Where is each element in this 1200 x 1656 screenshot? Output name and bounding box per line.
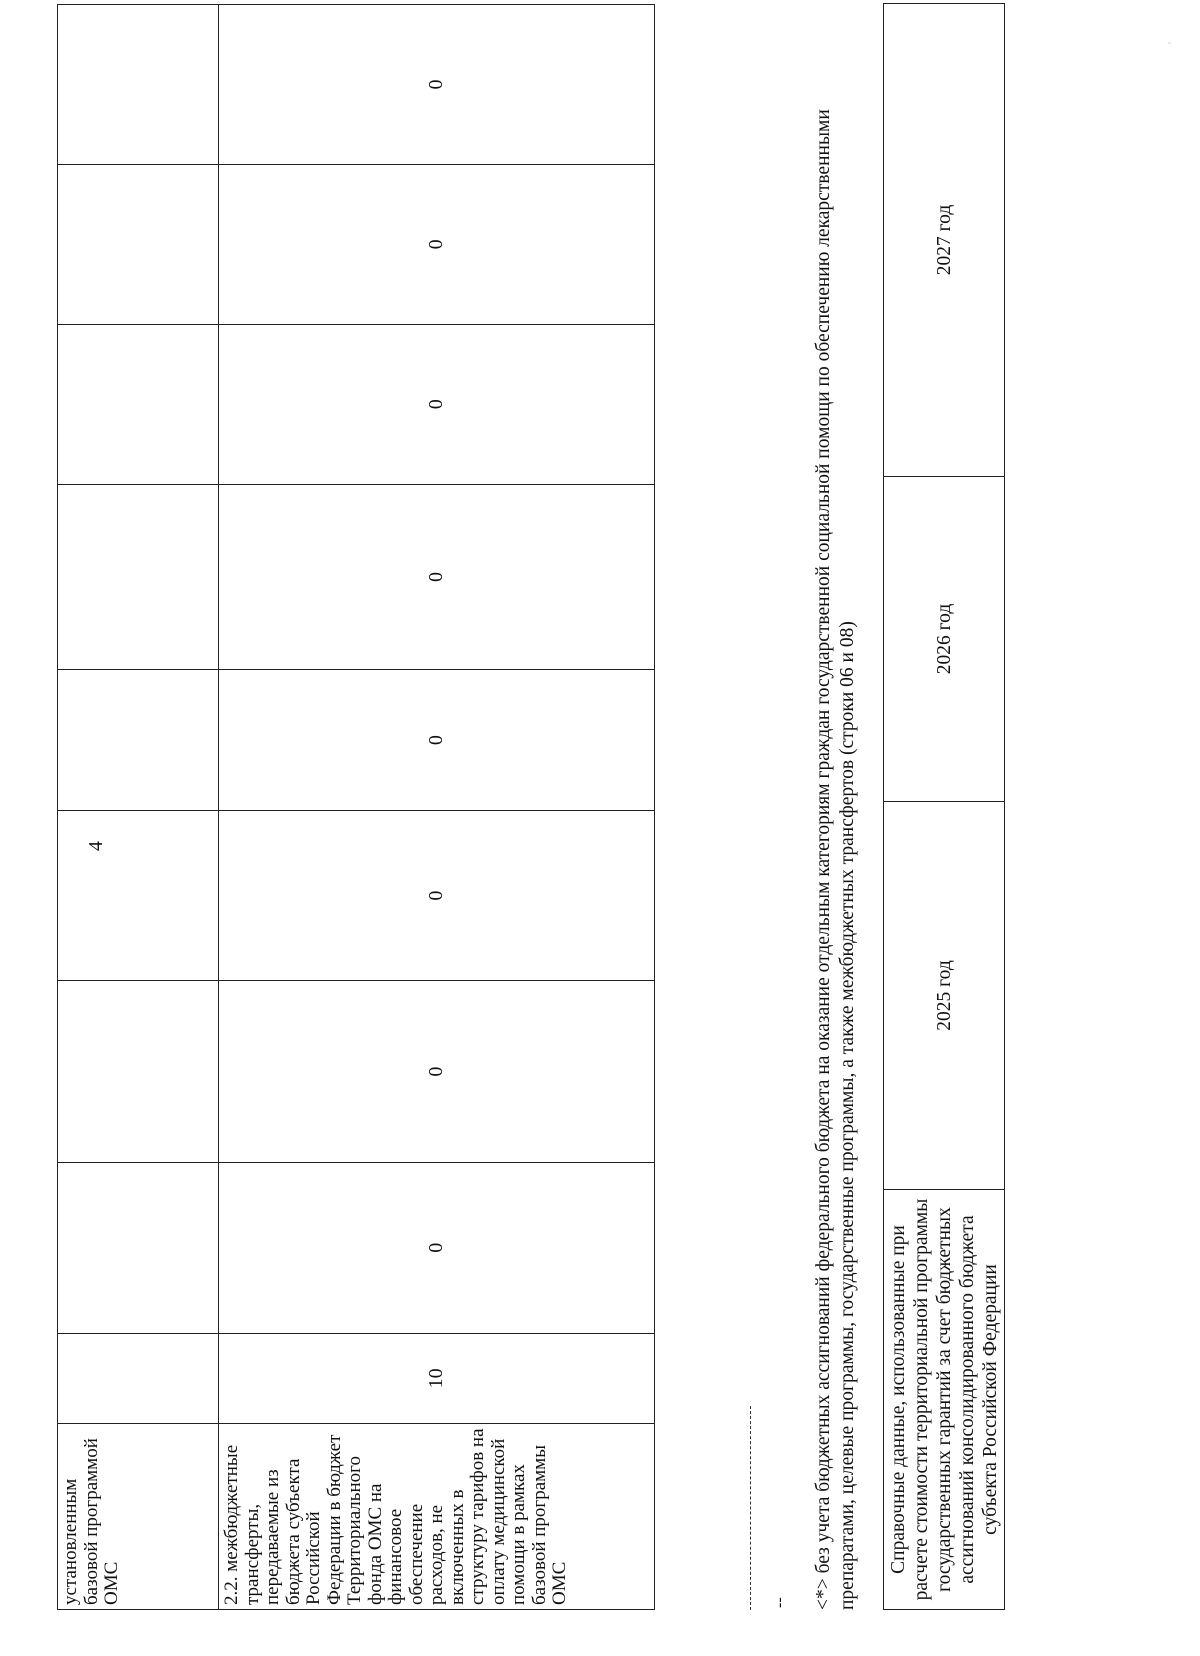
year-2026: 2026 год xyxy=(884,477,1005,802)
table-cell: 0 xyxy=(219,5,655,165)
table-cell: 10 xyxy=(219,1333,655,1424)
table-row xyxy=(58,5,219,1610)
year-2027: 2027 год xyxy=(884,4,1005,477)
table-row xyxy=(219,5,655,1610)
table-cell xyxy=(58,1333,219,1424)
reference-header: Справочные данные, использованные при расчете стоимости территориальной программы государственных гарантий за счет бюджетных ассигнований консолидированного бюджета субъекта Российской Федерации xyxy=(884,1190,1005,1610)
row-label: 2.2. межбюджетные трансферты, передаваемые из бюджета субъекта Российской Федерации в бюджет Территориального фонда ОМС на финансовое обеспечение расходов, не включенных в структуру тарифов на оплату медицинской помощи в рамках базовой программы ОМС xyxy=(219,1424,655,1610)
table-cell xyxy=(58,1162,219,1333)
main-table xyxy=(57,4,655,1610)
table-cell: 0 xyxy=(219,810,655,981)
table-cell: 0 xyxy=(219,484,655,670)
table-cell: 0 xyxy=(219,981,655,1162)
table-cell xyxy=(58,484,219,670)
table-cell xyxy=(58,981,219,1162)
footnote-separator xyxy=(750,1406,751,1610)
table-row xyxy=(884,4,1005,1610)
reference-table xyxy=(883,3,1005,1610)
table-cell: 0 xyxy=(219,324,655,484)
table-cell: 0 xyxy=(219,670,655,810)
row-label: установленным базовой программой ОМС xyxy=(58,1424,219,1610)
table-cell xyxy=(58,164,219,324)
table-cell: 0 xyxy=(219,164,655,324)
table-cell xyxy=(58,670,219,810)
page-number: 4 xyxy=(85,841,107,851)
table-cell xyxy=(58,810,219,981)
year-2025: 2025 год xyxy=(884,802,1005,1190)
footnote-text: <*> без учета бюджетных ассигнований федерального бюджета на оказание отдельным категориям граждан государственной социальной помощи по обеспечению лекарственными препаратами, целевые программы, государственные программы, а также межбюджетных трансфертов (строки 06 и 08) xyxy=(813,109,858,1610)
table-cell xyxy=(58,5,219,165)
table-cell: 0 xyxy=(219,1162,655,1333)
footnote-dash: -- xyxy=(771,1597,788,1608)
scan-mark: ' xyxy=(1165,41,1179,44)
table-cell xyxy=(58,324,219,484)
